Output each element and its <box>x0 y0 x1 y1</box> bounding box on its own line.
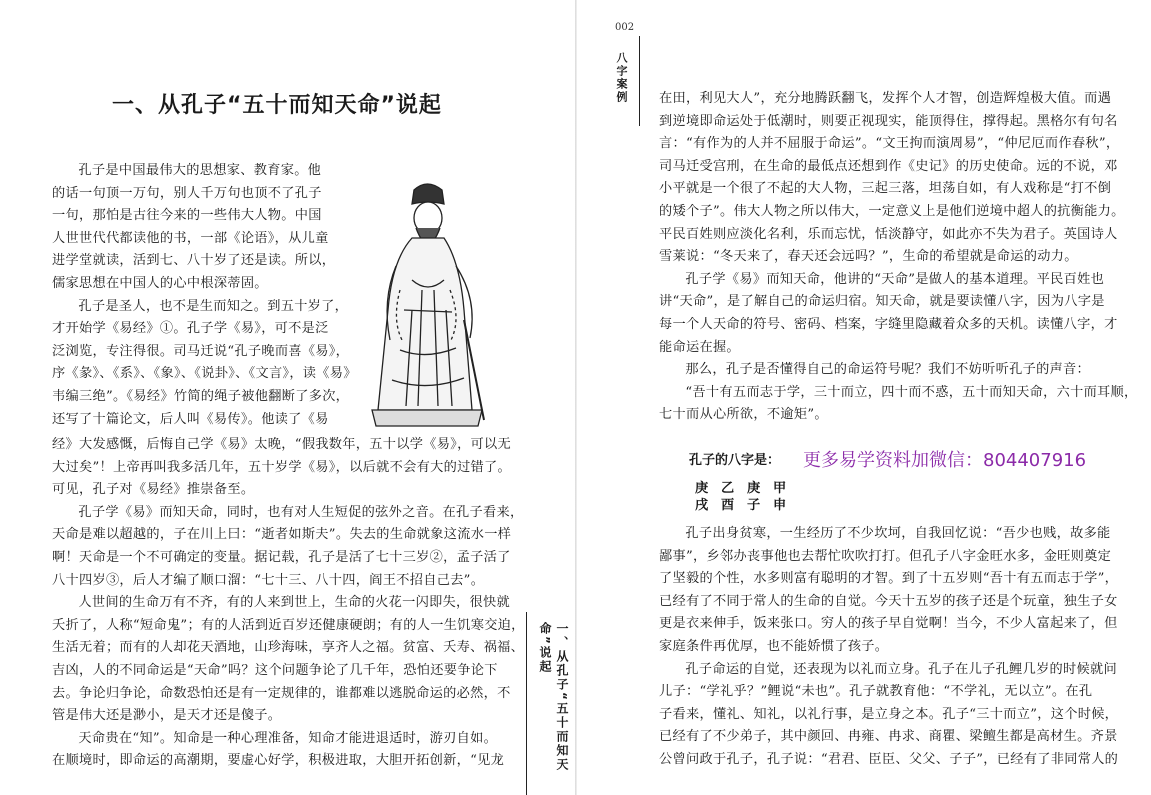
text-line: 孔子学《易》而知天命，同时，也有对人生短促的弦外之音。在孔子看来， <box>78 504 524 520</box>
bazi-char: 申 <box>773 498 787 513</box>
text-line: 一句，那怕是古往今来的一些伟大人物。中国 <box>52 208 322 224</box>
text-line: 儒家思想在中国人的心中根深蒂固。 <box>52 275 268 291</box>
text-line: 大过矣”！上帝再叫我多活几年，五十岁学《易》，以后就不会有大的过错了。 <box>52 459 512 475</box>
bazi-char: 戌 <box>695 498 709 513</box>
text-line: 序《彖》、《系》、《象》、《说卦》、《文言》，读《易》 <box>52 366 357 382</box>
text-line: 讲“天命”，是了解自己的命运归宿。知天命，就是要读懂八字，因为八字是 <box>659 294 1105 310</box>
text-line: 公曾问政于孔子，孔子说：“君君、臣臣、父父、子子”，已经有了非同常人的 <box>659 751 1119 767</box>
confucius-portrait <box>352 170 502 430</box>
bazi-char: 子 <box>747 498 761 513</box>
bazi-char: 乙 <box>721 481 735 496</box>
chapter-title: 一、从孔子“五十而知天命”说起 <box>112 93 442 118</box>
text-line: 了坚毅的个性，水多则富有聪明的才智。到了十五岁则“吾十有五而志于学”， <box>659 571 1119 587</box>
text-line: 的矮个子”。伟大人物之所以伟大，一定意义上是他们逆境中超人的抗衡能力。 <box>659 203 1125 219</box>
page-number: 002 <box>615 22 635 33</box>
text-line: 还写了十篇论文，后人叫《易传》。他读了《易 <box>52 411 329 427</box>
bazi-char: 甲 <box>773 481 787 496</box>
text-line: 生活无着；而有的人却花天酒地，山珍海味，享齐人之福。贫富、夭寿、祸福、 <box>52 640 525 656</box>
left-text-full <box>52 434 525 773</box>
promo-text: 更多易学资料加微信：804407916 <box>803 450 1087 471</box>
text-line: 司马迁受宫刑，在生命的最低点还想到作《史记》的历史使命。远的不说，邓 <box>659 158 1118 174</box>
left-text-narrow <box>52 160 357 431</box>
text-line: 平民百姓则应淡化名利，乐而忘忧，恬淡静守，如此亦不失为君子。英国诗人 <box>659 226 1118 242</box>
text-line: 啊！天命是一个不可确定的变量。据记载，孔子是活了七十三岁②，孟子活了 <box>52 549 511 565</box>
right-text-bottom <box>659 523 1119 772</box>
text-line: 可见，孔子对《易经》推崇备至。 <box>52 482 255 498</box>
text-line: 八十四岁③，后人才编了顺口溜：“七十三、八十四，阎王不招自己去”。 <box>52 572 485 588</box>
text-line: 才开始学《易经》①。孔子学《易》，可不是泛 <box>52 321 329 337</box>
text-line: 孔子学《易》而知天命，他讲的“天命”是做人的基本道理。平民百姓也 <box>685 271 1105 287</box>
text-line: 雪莱说：“冬天来了，春天还会远吗？”，生命的希望就是命运的动力。 <box>659 249 1078 265</box>
text-line: 孔子命运的自觉，还表现为以礼而立身。孔子在儿子孔鲤几岁的时候就问 <box>685 661 1117 677</box>
text-line: 进学堂就读，活到七、八十岁了还是读。所以， <box>52 253 336 269</box>
bazi-char: 酉 <box>721 498 735 513</box>
text-line: 孔子是中国最伟大的思想家、教育家。他 <box>78 163 322 178</box>
bazi-heavenly-stems <box>695 480 799 497</box>
text-line: 家庭条件再优厚，也不能娇惯了孩子。 <box>659 638 889 654</box>
bazi-char: 庚 <box>747 481 761 496</box>
text-line: 更是衣来伸手，饭来张口。穷人的孩子早自觉啊！当今，不少人富起来了，但 <box>659 616 1118 632</box>
text-line: 经》大发感慨，后悔自己学《易》太晚，“假我数年，五十以学《易》，可以无 <box>52 437 512 452</box>
text-line: 去。争论归争论，命数恐怕还是有一定规律的，谁都难以逃脱命运的必然，不 <box>52 685 511 701</box>
right-text-top <box>659 88 1138 427</box>
bazi-char: 庚 <box>695 481 709 496</box>
left-page <box>0 0 575 795</box>
text-line: 孔子出身贫寒，一生经历了不少坎坷，自我回忆说：“吾少也贱，故多能 <box>685 526 1111 541</box>
left-running-head: 一、从孔子“五十而知天命”说起 <box>538 622 569 772</box>
running-head-rule <box>639 36 640 126</box>
text-line: 子看来，懂礼、知礼，以礼行事，是立身之本。孔子“三十而立”，这个时候， <box>659 706 1119 722</box>
text-line: 到逆境即命运处于低潮时，则要正视现实，能顶得住，撑得起。黑格尔有句名 <box>659 113 1118 129</box>
text-line: 在田，利见大人”，充分地腾跃翻飞，发挥个人才智，创造辉煌极大值。而遇 <box>659 91 1112 106</box>
bazi-chart <box>695 480 799 514</box>
right-page <box>577 0 1151 795</box>
text-line: 小平就是一个很了不起的大人物，三起三落，坦荡自如，有人戏称是“打不倒 <box>659 181 1112 197</box>
text-line: 天命是难以超越的，子在川上曰：“逝者如斯夫”。失去的生命就象这流水一样 <box>52 527 512 543</box>
text-line: 已经有了不同于常人的生命的自觉。今天十五岁的孩子还是个玩童，独生子女 <box>659 593 1118 609</box>
text-line: 泛浏览，专注得很。司马迁说“孔子晚而喜《易》， <box>52 343 350 359</box>
text-line: 七十而从心所欲，不逾矩”。 <box>659 407 828 423</box>
text-line: 在顺境时，即命运的高潮期，要虚心好学，积极进取，大胆开拓创新，“见龙 <box>52 753 505 769</box>
bazi-earthly-branches <box>695 497 799 514</box>
text-line: 夭折了，人称“短命鬼”；有的人活到近百岁还健康硬朗；有的人一生饥寒交迫， <box>52 617 525 633</box>
text-line: “吾十有五而志于学，三十而立，四十而不惑，五十而知天命，六十而耳顺， <box>685 384 1138 400</box>
text-line: 言：“有作为的人并不屈服于命运”。“文王拘而演周易”，“仲尼厄而作春秋”， <box>659 136 1120 152</box>
text-line: 每一个人天命的符号、密码、档案，字缝里隐藏着众多的天机。读懂八字，才 <box>659 316 1118 332</box>
bazi-label: 孔子的八字是： <box>689 453 781 468</box>
text-line: 能命运在握。 <box>659 339 740 355</box>
text-line: 已经有了不少弟子，其中颜回、冉雍、冉求、商瞿、梁鳣生都是高材生。齐景 <box>659 729 1118 745</box>
text-line: 人世间的生命万有不齐，有的人来到世上，生命的火花一闪即失，很快就 <box>78 595 510 611</box>
text-line: 鄙事”，乡邻办丧事他也去帮忙吹吹打打。但孔子八字金旺水多，金旺则奠定 <box>659 548 1112 564</box>
text-line: 那么，孔子是否懂得自己的命运符号呢？我们不妨听听孔子的声音： <box>685 362 1091 378</box>
running-head-rule <box>526 612 527 795</box>
text-line: 人世世代代都读他的书，一部《论语》，从儿童 <box>52 230 329 246</box>
text-line: 儿子：“学礼乎？”鲤说“未也”。孔子就教育他：“不学礼，无以立”。在孔 <box>659 684 1093 700</box>
text-line: 天命贵在“知”。知命是一种心理准备，知命才能进退适时，游刃自如。 <box>78 730 498 746</box>
text-line: 韦编三绝”。《易经》竹简的绳子被他翻断了多次， <box>52 388 350 404</box>
text-line: 的话一句顶一万句，别人千万句也顶不了孔子 <box>52 185 322 201</box>
right-running-head: 八字案例 <box>615 52 628 104</box>
text-line: 管是伟大还是渺小，是天才还是傻子。 <box>52 708 282 724</box>
text-line: 孔子是圣人，也不是生而知之。到五十岁了， <box>78 298 349 314</box>
text-line: 吉凶，人的不同命运是“天命”吗？这个问题争论了几千年，恐怕还要争论下 <box>52 662 498 678</box>
